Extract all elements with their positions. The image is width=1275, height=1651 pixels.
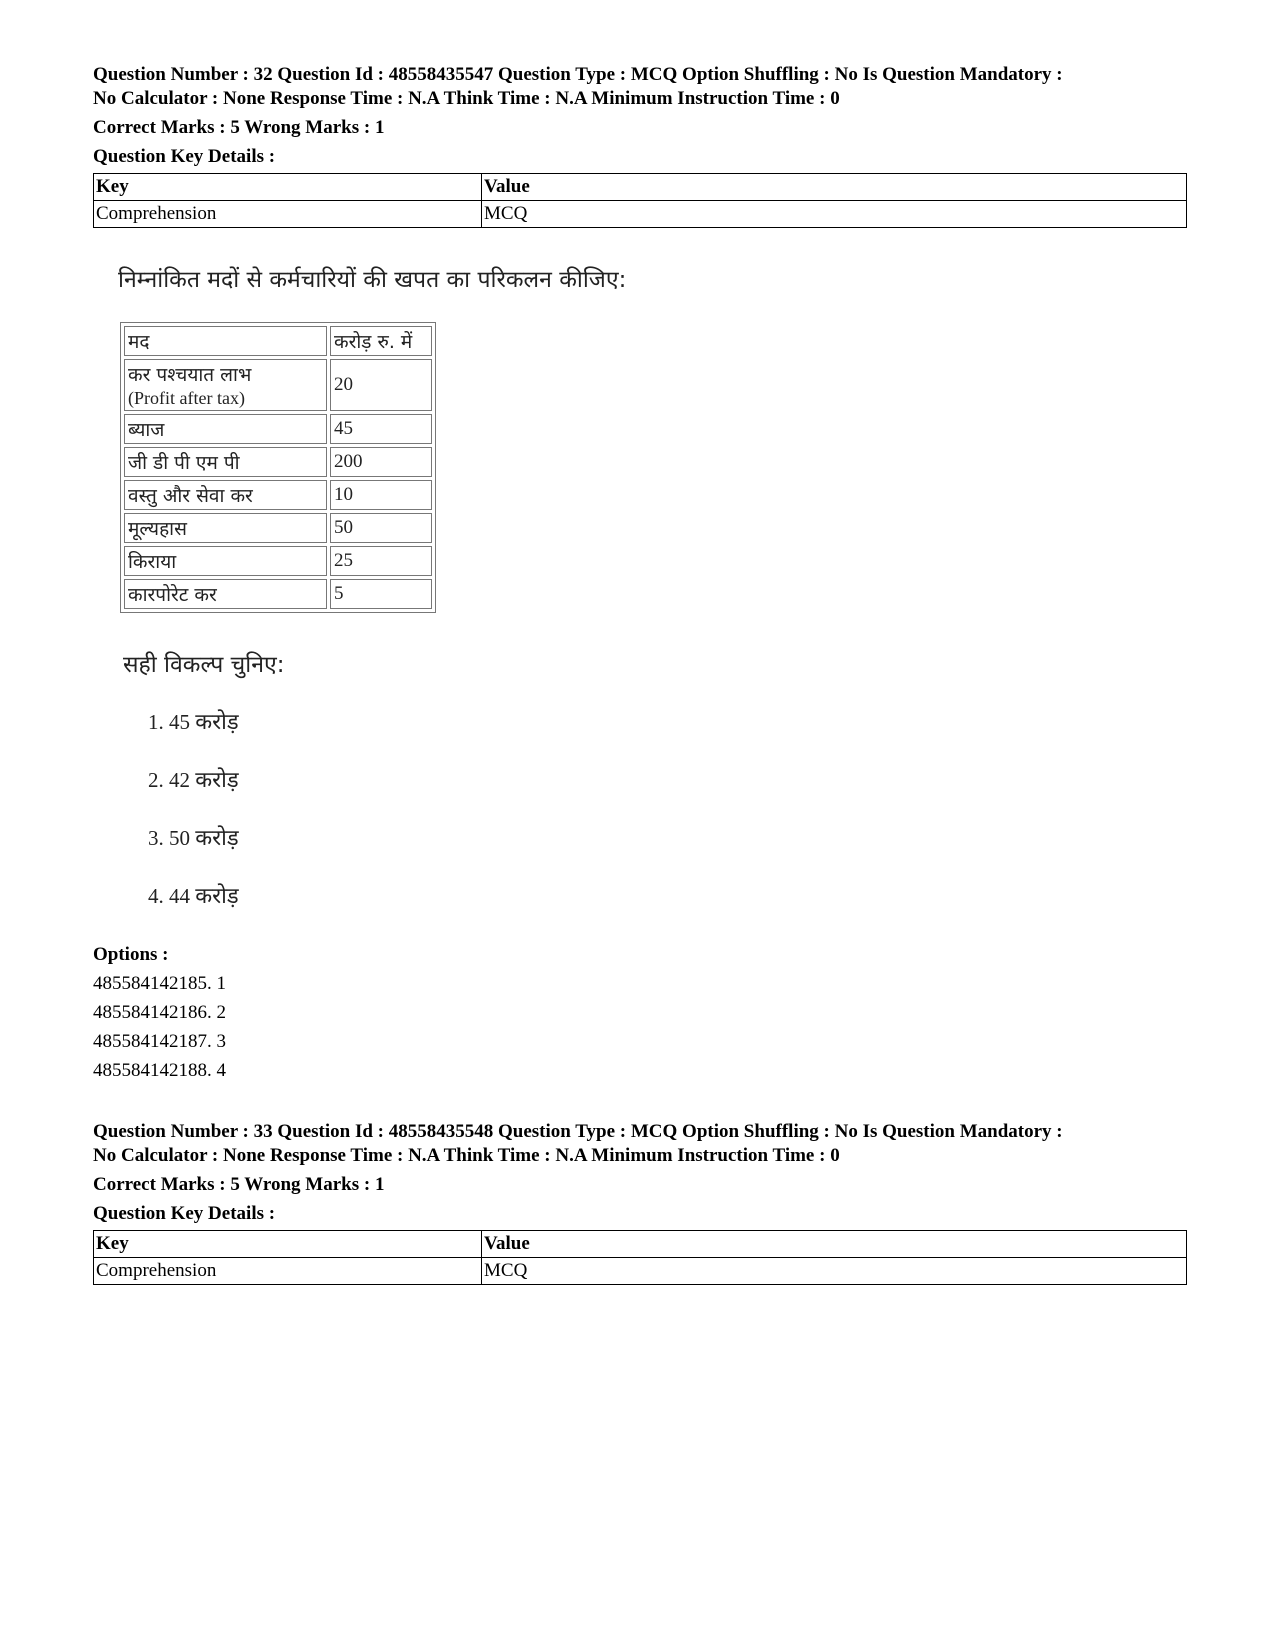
question-meta-line-2: No Calculator : None Response Time : N.A Think Time : N.A Minimum Instruction Time : 0 xyxy=(93,1145,840,1166)
choose-instruction: सही विकल्प चुनिए: xyxy=(123,652,285,678)
table-row xyxy=(124,447,432,477)
item-cell: कारपोरेट कर xyxy=(124,579,327,609)
item-label: कर पश्चयात लाभ xyxy=(128,364,252,386)
question-meta-line-1: Question Number : 33 Question Id : 48558435548 Question Type : MCQ Option Shuffling : No Is Question Mandatory : xyxy=(93,1121,1063,1142)
question-prompt: निम्नांकित मदों से कर्मचारियों की खपत का परिकलन कीजिए: xyxy=(118,267,627,293)
amount-cell: 200 xyxy=(330,447,432,477)
option-item: 485584142186. 2 xyxy=(93,1002,226,1023)
item-sub-label: (Profit after tax) xyxy=(128,388,245,408)
amount-cell: 25 xyxy=(330,546,432,576)
key-table-header-row xyxy=(94,174,1187,201)
key-col-header: Key xyxy=(94,1231,482,1258)
amount-cell: 10 xyxy=(330,480,432,510)
table-row xyxy=(124,546,432,576)
amount-cell: 20 xyxy=(330,359,432,411)
value-cell: MCQ xyxy=(482,201,1187,228)
choice-unit: करोड़ xyxy=(195,768,239,793)
key-table-row xyxy=(94,1258,1187,1285)
key-cell: Comprehension xyxy=(94,201,482,228)
item-cell: मूल्यहास xyxy=(124,513,327,543)
choice-number: 4. 44 xyxy=(148,884,190,908)
table-row xyxy=(124,359,432,411)
table-row xyxy=(124,414,432,444)
table-row xyxy=(124,579,432,609)
table-row xyxy=(124,480,432,510)
amount-cell: 50 xyxy=(330,513,432,543)
item-cell xyxy=(124,359,327,411)
choice-unit: करोड़ xyxy=(195,884,239,909)
options-title: Options : xyxy=(93,944,169,965)
options-list xyxy=(93,940,226,1085)
amount-col-header: करोड़ रु. में xyxy=(330,326,432,356)
choice-unit: करोड़ xyxy=(195,826,239,851)
value-cell: MCQ xyxy=(482,1258,1187,1285)
question-meta-line-2: No Calculator : None Response Time : N.A Think Time : N.A Minimum Instruction Time : 0 xyxy=(93,88,840,109)
item-cell: जी डी पी एम पी xyxy=(124,447,327,477)
key-table-header-row xyxy=(94,1231,1187,1258)
choice-number: 2. 42 xyxy=(148,768,190,792)
question-marks: Correct Marks : 5 Wrong Marks : 1 xyxy=(93,1174,385,1195)
choice-1 xyxy=(148,706,239,736)
choice-3 xyxy=(148,822,239,852)
value-col-header: Value xyxy=(482,174,1187,201)
key-cell: Comprehension xyxy=(94,1258,482,1285)
option-item: 485584142187. 3 xyxy=(93,1031,226,1052)
choice-4 xyxy=(148,880,239,910)
key-details-label: Question Key Details : xyxy=(93,1203,276,1224)
key-col-header: Key xyxy=(94,174,482,201)
key-details-table xyxy=(93,1230,1187,1285)
question-content xyxy=(118,262,818,922)
choice-number: 1. 45 xyxy=(148,710,190,734)
item-cell: किराया xyxy=(124,546,327,576)
key-table-row xyxy=(94,201,1187,228)
items-table-header xyxy=(124,326,432,356)
option-item: 485584142185. 1 xyxy=(93,973,226,994)
question-33-header xyxy=(93,1120,1187,1285)
choice-number: 3. 50 xyxy=(148,826,190,850)
value-col-header: Value xyxy=(482,1231,1187,1258)
key-details-table xyxy=(93,173,1187,228)
key-details-label: Question Key Details : xyxy=(93,146,276,167)
option-item: 485584142188. 4 xyxy=(93,1060,226,1081)
question-meta-line-1: Question Number : 32 Question Id : 48558435547 Question Type : MCQ Option Shuffling : No Is Question Mandatory : xyxy=(93,64,1063,85)
items-table xyxy=(120,322,436,613)
amount-cell: 5 xyxy=(330,579,432,609)
amount-cell: 45 xyxy=(330,414,432,444)
table-row xyxy=(124,513,432,543)
item-cell: ब्याज xyxy=(124,414,327,444)
choice-2 xyxy=(148,764,239,794)
item-col-header: मद xyxy=(124,326,327,356)
choice-unit: करोड़ xyxy=(195,710,239,735)
item-cell: वस्तु और सेवा कर xyxy=(124,480,327,510)
question-32-header xyxy=(93,63,1187,228)
question-marks: Correct Marks : 5 Wrong Marks : 1 xyxy=(93,117,385,138)
